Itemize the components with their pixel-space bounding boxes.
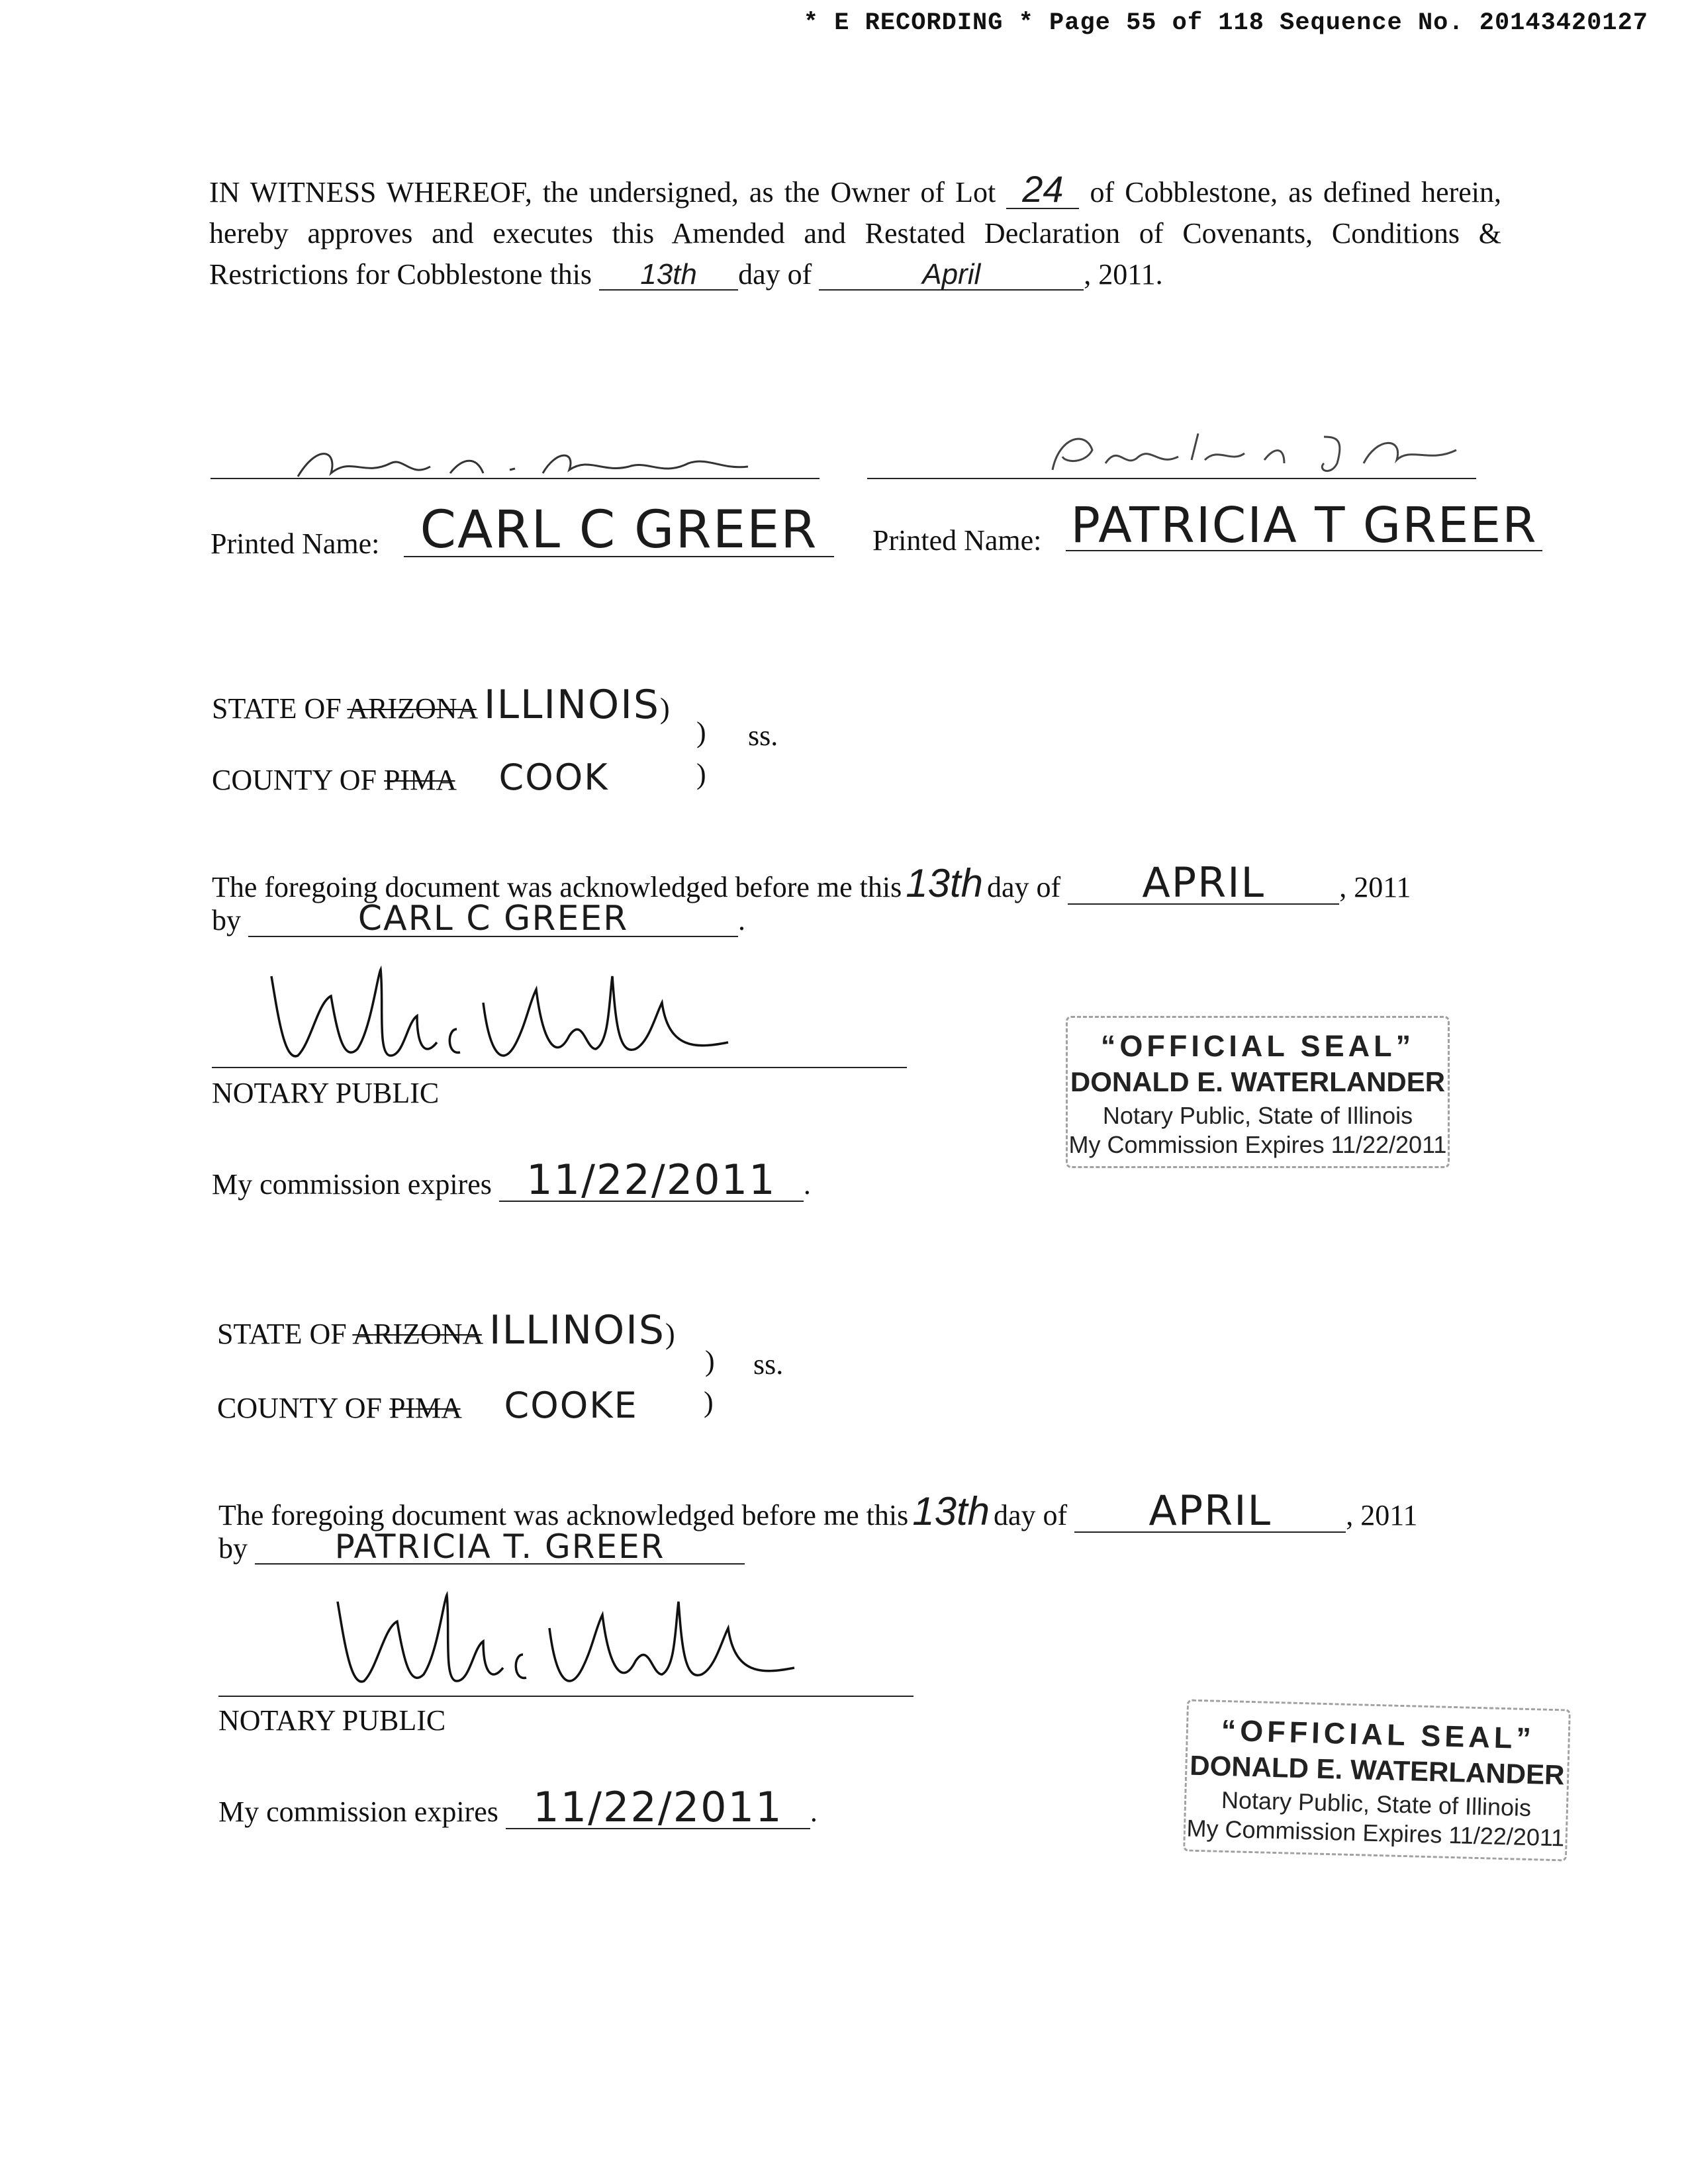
ack-text-2: The foregoing document was acknowledged before me this bbox=[218, 1499, 909, 1531]
printed-name-2: PATRICIA T GREER bbox=[1066, 501, 1542, 551]
witness-mid: of Cobblestone, as defined herein, hereby approves and executes this Amended and Restated Declaration of Covenants, Conditions & Restrictions for Cobblestone this bbox=[209, 176, 1502, 291]
notary-signature-1 bbox=[265, 963, 768, 1079]
recording-header: * E RECORDING * Page 55 of 118 Sequence No. 20143420127 bbox=[803, 9, 1648, 37]
printed-name-1: CARL C GREER bbox=[404, 504, 834, 557]
notary-signature-text-1 bbox=[278, 973, 282, 974]
commission-date-1: 11/22/2011 bbox=[499, 1160, 804, 1202]
seal-title-1: “OFFICIAL SEAL” bbox=[1100, 1029, 1415, 1063]
ss-paren-1: ) bbox=[696, 716, 706, 749]
state-label-2: STATE OF bbox=[217, 1318, 347, 1350]
by-label-2: by bbox=[218, 1532, 248, 1565]
printed-name-label-1: Printed Name: bbox=[211, 527, 380, 560]
county-paren-2: ) bbox=[704, 1386, 714, 1418]
seal-state-2: Notary Public, State of Illinois bbox=[1221, 1786, 1532, 1822]
by-name-1: CARL C GREER bbox=[248, 901, 738, 937]
by-label-1: by bbox=[212, 904, 241, 936]
by-line-1 bbox=[212, 901, 745, 937]
lot-number: 24 bbox=[1006, 171, 1079, 209]
by-line-2 bbox=[218, 1527, 745, 1566]
notary-line-2 bbox=[218, 1696, 914, 1697]
ack-year-2: , 2011 bbox=[1346, 1499, 1418, 1531]
ack-dayof-1: day of bbox=[987, 871, 1061, 903]
witness-intro: IN WITNESS WHEREOF, the undersigned, as the Owner of Lot bbox=[209, 176, 996, 208]
ss-paren-2: ) bbox=[705, 1345, 715, 1377]
commission-date-2: 11/22/2011 bbox=[506, 1787, 810, 1829]
county-line-2 bbox=[217, 1385, 638, 1426]
notary-label-2: NOTARY PUBLIC bbox=[218, 1704, 446, 1737]
commission-label-1: My commission expires bbox=[212, 1168, 492, 1201]
witness-paragraph bbox=[209, 168, 1502, 295]
ack-text-1: The foregoing document was acknowledged before me this bbox=[212, 871, 902, 903]
witness-day: 13th bbox=[599, 260, 738, 291]
notary-signature-2 bbox=[331, 1588, 834, 1704]
notary-label-1: NOTARY PUBLIC bbox=[212, 1077, 440, 1109]
signature-line-patricia bbox=[867, 478, 1476, 479]
state-struck-1: ARIZONA bbox=[347, 692, 477, 725]
seal-border-2 bbox=[1183, 1699, 1571, 1861]
county-line-1 bbox=[212, 756, 609, 798]
printed-name-label-2: Printed Name: bbox=[872, 524, 1042, 557]
commission-line-2: My commission expires 11/22/2011 . bbox=[218, 1783, 818, 1831]
county-struck-1: PIMA bbox=[383, 764, 455, 796]
witness-day-of: day of bbox=[738, 258, 812, 291]
seal-name-1: DONALD E. WATERLANDER bbox=[1070, 1066, 1446, 1097]
state-paren-2: ) bbox=[665, 1318, 675, 1350]
ack-month-1: APRIL bbox=[1068, 862, 1339, 905]
ack-line-2 bbox=[218, 1486, 1418, 1535]
county-label-1: COUNTY OF bbox=[212, 764, 377, 796]
seal-expires-2: My Commission Expires 11/22/2011 bbox=[1186, 1814, 1565, 1852]
notary-line-1 bbox=[212, 1067, 907, 1068]
county-struck-2: PIMA bbox=[389, 1392, 461, 1424]
state-line-1 bbox=[212, 682, 670, 728]
seal-expires-1: My Commission Expires 11/22/2011 bbox=[1068, 1131, 1447, 1158]
state-paren-1: ) bbox=[660, 692, 670, 725]
state-struck-2: ARIZONA bbox=[352, 1318, 482, 1350]
county-paren-1: ) bbox=[696, 758, 706, 790]
seal-state-1: Notary Public, State of Illinois bbox=[1102, 1102, 1413, 1129]
signature-carl-text bbox=[311, 430, 315, 431]
ss-label-1: ss. bbox=[748, 719, 778, 752]
ack-year-1: , 2011 bbox=[1339, 871, 1411, 903]
by-period-1: . bbox=[738, 904, 745, 936]
county-written-1: COOK bbox=[498, 756, 609, 798]
county-written-2: COOKE bbox=[504, 1385, 638, 1426]
seal-border-1 bbox=[1066, 1016, 1450, 1168]
official-seal-1 bbox=[1066, 1016, 1450, 1168]
ack-day-2: 13th bbox=[912, 1489, 990, 1533]
state-written-1: ILLINOIS bbox=[483, 682, 661, 728]
signature-line-carl bbox=[211, 478, 820, 479]
commission-label-2: My commission expires bbox=[218, 1796, 498, 1828]
official-seal-2 bbox=[1183, 1699, 1571, 1861]
commission-line-1: My commission expires 11/22/2011 . bbox=[212, 1156, 811, 1204]
state-label-1: STATE OF bbox=[212, 692, 342, 725]
by-name-2: PATRICIA T. GREER bbox=[255, 1530, 745, 1565]
state-line-2 bbox=[217, 1307, 675, 1353]
state-written-2: ILLINOIS bbox=[489, 1307, 666, 1353]
signature-carl bbox=[291, 437, 755, 493]
signature-patricia bbox=[1046, 424, 1470, 486]
ack-day-1: 13th bbox=[906, 861, 983, 905]
county-label-2: COUNTY OF bbox=[217, 1392, 382, 1424]
ack-dayof-2: day of bbox=[994, 1499, 1068, 1531]
seal-title-2: “OFFICIAL SEAL” bbox=[1221, 1713, 1536, 1756]
seal-name-2: DONALD E. WATERLANDER bbox=[1189, 1749, 1566, 1791]
notary-signature-text-2 bbox=[344, 1598, 348, 1599]
ack-month-2: APRIL bbox=[1074, 1490, 1346, 1533]
witness-month: April bbox=[819, 260, 1084, 291]
ss-label-2: ss. bbox=[753, 1348, 784, 1381]
witness-year: , 2011. bbox=[1084, 258, 1163, 291]
